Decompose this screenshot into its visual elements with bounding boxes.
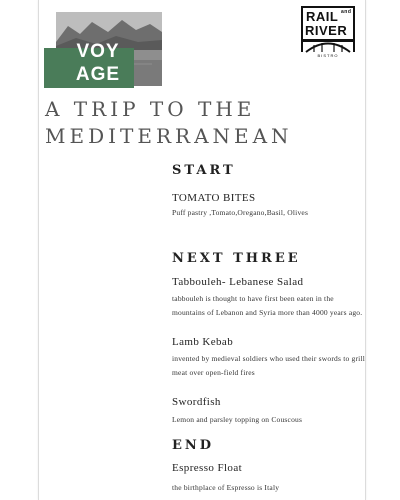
menu-item-name: Espresso Float xyxy=(172,462,243,474)
voyage-badge-line1: VOY xyxy=(76,41,120,62)
logo-word-river: RIVER xyxy=(305,23,348,38)
logo-bistro: BISTRO xyxy=(317,53,339,58)
voyage-badge xyxy=(58,40,138,86)
voyage-badge-line2: AGE xyxy=(75,64,121,85)
logo-word-rail: RAIL xyxy=(306,9,339,24)
menu-item-name: TOMATO BITES xyxy=(172,192,256,204)
rail-and-river-logo xyxy=(300,5,356,61)
menu-item-description: tabbouleh is thought to have first been eaten in the mountains of Lebanon and Syria more than 4000 years ago. xyxy=(172,294,363,317)
menu-title xyxy=(45,96,365,150)
menu-item-description: invented by medieval soldiers who used their swords to grill meat over open-field fires xyxy=(172,354,366,377)
menu-title-line2: MEDITERRANEAN xyxy=(45,124,293,148)
menu-item-description: the birthplace of Espresso is Italy xyxy=(172,483,280,492)
section-heading-start: START xyxy=(172,163,236,178)
menu-item-name: Lamb Kebab xyxy=(172,336,234,348)
menu-item-name: Swordfish xyxy=(172,396,221,408)
section-heading-next-three: NEXT THREE xyxy=(172,251,301,266)
menu-item-description: Puff pastry ,Tomato,Oregano,Basil, Olives xyxy=(172,208,309,217)
logo-word-and: and xyxy=(341,9,352,15)
menu-item-name: Tabbouleh- Lebanese Salad xyxy=(172,276,304,288)
menu-title-line1: A TRIP TO THE xyxy=(45,97,256,121)
section-heading-end: END xyxy=(172,438,215,453)
menu-item-description: Lemon and parsley topping on Couscous xyxy=(172,415,303,424)
